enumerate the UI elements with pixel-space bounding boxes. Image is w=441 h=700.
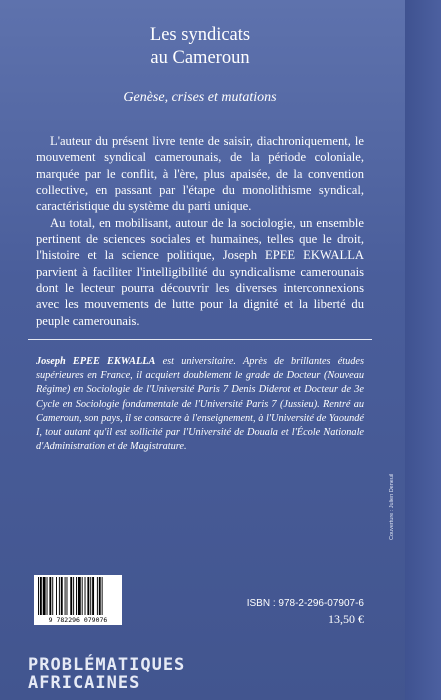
barcode-bar xyxy=(99,577,101,615)
barcode-bar xyxy=(67,577,68,615)
barcode-bar xyxy=(76,577,77,615)
series-name-line2: AFRICAINES xyxy=(28,673,141,693)
barcode-bar xyxy=(56,577,57,615)
barcode-bar xyxy=(70,577,72,615)
book-subtitle: Genèse, crises et mutations xyxy=(123,90,277,105)
barcode-bar xyxy=(87,577,89,615)
summary-paragraph: Au total, en mobilisant, autour de la sociologie, un ensemble pertinent de sciences sociales et humaines, telles que le droit, l'histoire et la science politique, Joseph EPEE EKWALLA parvient à faciliter l'intelligibilité du syndicalisme camerounais dont le lecteur pourra découvrir les diverses interconnexions avec les mouvements de lutte pour la dignité et la liberté du peuple camerounais. xyxy=(36,215,364,328)
barcode-bar xyxy=(61,577,63,615)
barcode-bar xyxy=(59,577,60,615)
barcode-bar xyxy=(38,577,39,615)
summary-paragraph: L'auteur du présent livre tente de saisir, diachroniquement, le mouvement syndical camerounais, de la période coloniale, marquée par le conflit, à l'ère, plus apaisée, de la convention collective, en passant par l'étape du monolithisme syndical, caractéristique du système du parti unique. xyxy=(36,134,364,214)
isbn-number: ISBN : 978-2-296-07907-6 xyxy=(246,598,364,609)
book-title-line1: Les syndicats xyxy=(149,25,251,45)
series-name-line1: PROBLÉMATIQUES xyxy=(28,655,186,675)
book-summary xyxy=(36,133,364,329)
author-bio-text: est universitaire. Après de brillantes études supérieures en France, il acquiert doublement le grade de Docteur (Nouveau Régime) en Sociologie de l'Université Paris 7 Denis Diderot et Docteur de 3e Cycle en Sociologie fondamentale de l'Université Paris 7 (Jussieu). Rentré au Cameroun, son pays, il se consacre à l'enseignement, à l'Université de Yaoundé I, tout autant qu'il est sollicité par l'Université de Douala et l'École Nationale d'Administration et de Magistrature. xyxy=(36,356,365,453)
price: 13,50 € xyxy=(328,612,364,626)
series-logo xyxy=(28,656,185,692)
barcode-bar xyxy=(47,577,48,615)
book-title-line2: au Cameroun xyxy=(150,48,250,68)
barcode xyxy=(34,575,122,625)
barcode-bar xyxy=(65,577,66,615)
barcode-bar xyxy=(97,577,98,615)
section-divider xyxy=(28,339,372,340)
cover-credit: Couverture : Julien Deneuil xyxy=(389,473,395,540)
barcode-bar xyxy=(82,577,83,615)
barcode-bar xyxy=(85,577,86,615)
barcode-bar xyxy=(40,577,42,615)
barcode-bars xyxy=(37,577,119,615)
barcode-bar xyxy=(92,577,94,615)
barcode-digits: 9 782296 079076 xyxy=(48,616,108,624)
barcode-bar xyxy=(78,577,81,615)
spine-edge xyxy=(405,0,441,700)
barcode-bar xyxy=(90,577,91,615)
barcode-bar xyxy=(52,577,53,615)
barcode-bar xyxy=(49,577,51,615)
author-name: Joseph EPEE EKWALLA xyxy=(36,356,156,367)
barcode-bar xyxy=(102,577,103,615)
barcode-bar xyxy=(73,577,74,615)
author-bio xyxy=(36,355,364,454)
barcode-bar xyxy=(43,577,46,615)
